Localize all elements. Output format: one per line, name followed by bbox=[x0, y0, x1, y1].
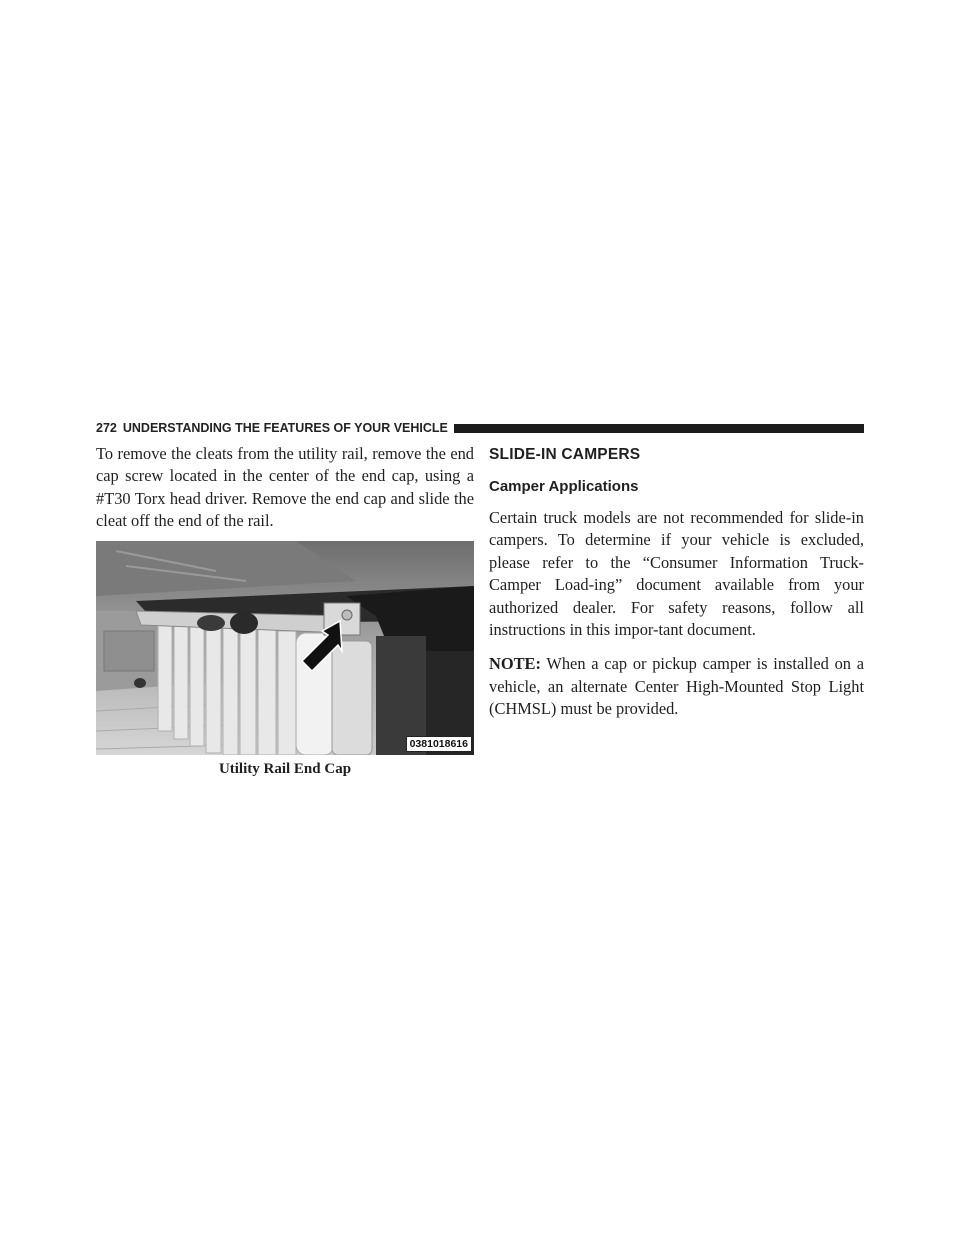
camper-paragraph: Certain truck models are not recommended for slide-in campers. To determine if your vehicle is excluded, please refer to the “Consumer Information Truck-Camper Load-ing” document available from your authorized dealer. For safety reasons, follow all instructions in this impor-tant document. bbox=[489, 508, 864, 640]
note-text: When a cap or pickup camper is installed on a vehicle, an alternate Center High-Mounted Stop Light (CHMSL) must be provided. bbox=[489, 654, 864, 719]
header-text bbox=[96, 421, 448, 435]
note-label: NOTE: bbox=[489, 654, 541, 674]
note-paragraph bbox=[489, 653, 864, 720]
header-rule bbox=[454, 424, 864, 433]
section-heading: SLIDE-IN CAMPERS bbox=[489, 446, 641, 463]
figure-caption: Utility Rail End Cap bbox=[218, 760, 352, 777]
subsection-heading: Camper Applications bbox=[489, 478, 639, 495]
utility-rail-figure bbox=[96, 541, 474, 755]
page-number: 272 bbox=[96, 421, 117, 435]
cleat-removal-paragraph: To remove the cleats from the utility rail, remove the end cap screw located in the center of the end cap, using a #T30 Torx head driver. Remove the end cap and slide the cleat off the end of the rail. bbox=[96, 444, 474, 531]
utility-rail-illustration bbox=[96, 541, 474, 755]
section-title: UNDERSTANDING THE FEATURES OF YOUR VEHICLE bbox=[122, 421, 448, 435]
right-column bbox=[489, 443, 864, 721]
left-column bbox=[96, 443, 474, 778]
figure-id-label: 0381018616 bbox=[406, 736, 472, 752]
page-header bbox=[96, 419, 864, 437]
